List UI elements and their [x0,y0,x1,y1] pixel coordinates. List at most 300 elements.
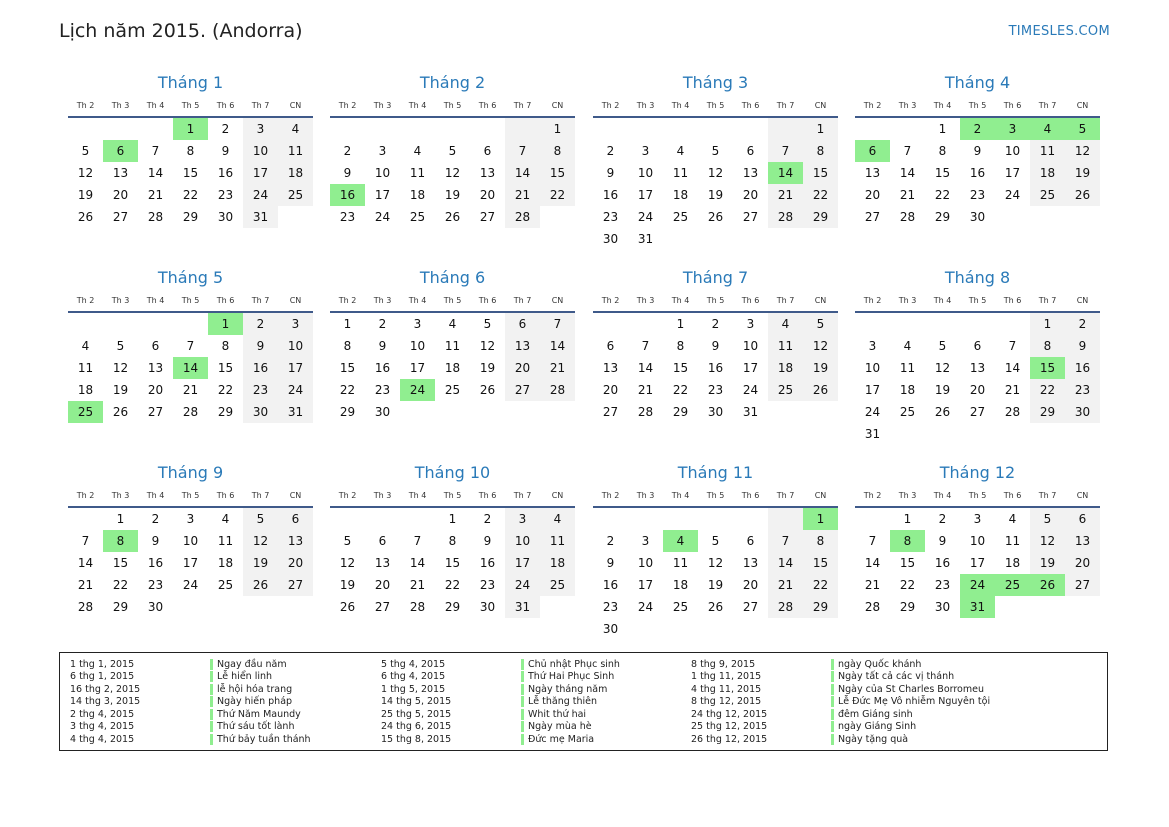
day-cell: 7 [768,530,803,552]
holiday-name: Whit thứ hai [521,709,586,720]
day-cell: 6 [1065,508,1100,530]
day-cell: 13 [742,556,759,570]
day-cell: 8 [103,530,138,552]
day-cell: 12 [707,166,724,180]
day-cell: 2 [606,144,615,158]
day-cell: 23 [243,379,278,401]
weekday-header [330,98,575,118]
day-cell: 28 [182,405,199,419]
legend-row [70,658,311,671]
empty-cell [890,313,925,335]
empty-cell [103,118,138,140]
day-cell: 15 [899,556,916,570]
day-cell: 14 [77,556,94,570]
empty-cell [628,118,663,140]
weekday-label: CN [551,491,564,500]
day-cell: 13 [505,335,540,357]
empty-cell [628,313,663,335]
weekday-label: Th 7 [776,491,795,500]
day-cell: 21 [77,578,94,592]
weekday-label: Th 3 [636,296,655,305]
holiday-date: 14 thg 3, 2015 [70,696,141,708]
weekday-header [330,488,575,508]
day-cell: 6 [103,140,138,162]
empty-cell [435,118,470,140]
day-cell: 19 [243,552,278,574]
empty-cell [698,118,733,140]
day-cell: 15 [112,556,129,570]
weekday-label: CN [814,491,827,500]
day-cell: 26 [803,379,838,401]
day-cell: 7 [868,534,877,548]
day-cell: 28 [505,206,540,228]
day-cell: 24 [637,210,654,224]
empty-cell [1030,423,1065,445]
day-cell: 30 [217,210,234,224]
day-cell: 19 [444,188,461,202]
day-cell: 1 [343,317,352,331]
empty-cell [68,508,103,530]
day-cell: 13 [1065,530,1100,552]
day-cell: 24 [374,210,391,224]
empty-cell [855,508,890,530]
weekday-header [330,293,575,313]
weekday-label: CN [1076,296,1089,305]
day-cell: 29 [112,600,129,614]
empty-cell [855,118,890,140]
legend-row [381,721,620,734]
legend-column [691,658,990,746]
weekday-label: Th 7 [251,296,270,305]
empty-cell [68,313,103,335]
day-cell: 18 [540,552,575,574]
weekday-label: Th 6 [216,101,235,110]
holiday-date: 25 thg 5, 2015 [381,708,452,720]
month-title: Tháng 10 [414,463,491,482]
day-cell: 20 [864,188,881,202]
month-title: Tháng 12 [939,463,1016,482]
day-grid [593,313,838,423]
day-cell: 11 [278,140,313,162]
weekday-header [68,488,313,508]
day-cell: 18 [672,188,689,202]
day-grid [68,313,313,423]
day-cell: 10 [409,339,426,353]
day-cell: 24 [960,574,995,596]
day-grid [68,118,313,228]
day-cell: 20 [278,552,313,574]
day-cell: 23 [147,578,164,592]
day-cell: 2 [378,317,387,331]
day-cell: 6 [278,508,313,530]
day-cell: 15 [672,361,689,375]
day-cell: 13 [374,556,391,570]
day-cell: 19 [707,188,724,202]
day-cell: 1 [1030,313,1065,335]
day-cell: 28 [768,206,803,228]
empty-cell [365,118,400,140]
weekday-label: Th 6 [741,491,760,500]
empty-cell [803,618,838,640]
day-cell: 4 [676,144,685,158]
day-cell: 17 [1004,166,1021,180]
day-cell: 26 [444,210,461,224]
day-cell: 26 [243,574,278,596]
day-cell: 19 [1065,162,1100,184]
holiday-date: 3 thg 4, 2015 [70,721,135,733]
day-cell: 18 [672,578,689,592]
holiday-name: Ngày của St Charles Borromeu [831,684,984,695]
day-cell: 12 [77,166,94,180]
holiday-name: Thứ Hai Phục Sinh [521,671,614,682]
day-cell: 22 [540,184,575,206]
empty-cell [663,118,698,140]
day-cell: 12 [934,361,951,375]
day-cell: 2 [483,512,492,526]
day-cell: 26 [1030,574,1065,596]
day-cell: 27 [864,210,881,224]
day-cell: 15 [339,361,356,375]
month-block [855,265,1100,445]
empty-cell [663,618,698,640]
weekday-label: CN [289,296,302,305]
day-cell: 7 [505,140,540,162]
brand-link[interactable]: TIMESLES.COM [1008,24,1110,39]
day-cell: 11 [899,361,916,375]
empty-cell [540,206,575,228]
day-cell: 19 [339,578,356,592]
day-cell: 21 [182,383,199,397]
legend-row [381,683,620,696]
empty-cell [505,118,540,140]
weekday-label: Th 2 [76,296,95,305]
legend-row [70,708,311,721]
day-cell: 11 [409,166,426,180]
day-cell: 6 [606,339,615,353]
empty-cell [995,596,1030,618]
weekday-label: CN [289,101,302,110]
legend-row [691,683,990,696]
day-cell: 23 [602,600,619,614]
day-cell: 28 [899,210,916,224]
day-cell: 28 [540,379,575,401]
holiday-name: Thứ Năm Maundy [210,709,301,720]
day-cell: 15 [217,361,234,375]
weekday-label: Th 4 [146,296,165,305]
empty-cell [803,228,838,250]
day-cell: 14 [768,162,803,184]
day-cell: 21 [540,357,575,379]
day-cell: 19 [479,361,496,375]
day-grid [593,508,838,640]
empty-cell [278,596,313,618]
day-cell: 14 [1004,361,1021,375]
weekday-label: Th 7 [1038,491,1057,500]
day-cell: 18 [278,162,313,184]
day-cell: 23 [374,383,391,397]
empty-cell [243,596,278,618]
day-cell: 14 [173,357,208,379]
day-cell: 20 [742,578,759,592]
legend-row [70,721,311,734]
day-cell: 1 [448,512,457,526]
day-cell: 25 [672,600,689,614]
day-cell: 2 [606,534,615,548]
day-cell: 26 [479,383,496,397]
day-cell: 16 [969,166,986,180]
empty-cell [663,228,698,250]
day-cell: 3 [505,508,540,530]
empty-cell [960,423,995,445]
weekday-label: Th 5 [968,101,987,110]
day-cell: 21 [899,188,916,202]
day-cell: 18 [1030,162,1065,184]
day-cell: 11 [672,166,689,180]
day-cell: 1 [938,122,947,136]
day-cell: 23 [339,210,356,224]
day-cell: 23 [969,188,986,202]
day-cell: 18 [768,357,803,379]
day-cell: 4 [81,339,90,353]
day-cell: 14 [540,335,575,357]
empty-cell [278,206,313,228]
day-cell: 19 [803,357,838,379]
empty-cell [68,118,103,140]
day-cell: 22 [934,188,951,202]
weekday-label: Th 2 [601,491,620,500]
legend-column [70,658,311,746]
day-cell: 17 [505,552,540,574]
day-cell: 4 [1030,118,1065,140]
day-cell: 16 [602,578,619,592]
day-cell: 31 [505,596,540,618]
day-cell: 2 [1065,313,1100,335]
day-cell: 16 [479,556,496,570]
day-cell: 1 [676,317,685,331]
weekday-label: CN [551,296,564,305]
empty-cell [890,423,925,445]
holiday-date: 14 thg 5, 2015 [381,696,452,708]
day-cell: 24 [864,405,881,419]
empty-cell [505,401,540,423]
day-cell: 16 [217,166,234,180]
day-cell: 20 [1065,552,1100,574]
holiday-name: Thứ sáu tốt lành [210,721,294,732]
weekday-label: Th 7 [513,101,532,110]
day-cell: 2 [151,512,160,526]
day-cell: 31 [960,596,995,618]
legend-row [691,733,990,746]
day-cell: 5 [711,534,720,548]
day-cell: 5 [1030,508,1065,530]
holiday-name: Ngay đầu năm [210,659,287,670]
legend-row [381,671,620,684]
empty-cell [365,508,400,530]
day-cell: 13 [864,166,881,180]
weekday-label: Th 3 [111,491,130,500]
day-cell: 3 [186,512,195,526]
holiday-date: 26 thg 12, 2015 [691,733,768,745]
day-cell: 3 [868,339,877,353]
holiday-date: 6 thg 4, 2015 [381,671,446,683]
month-title: Tháng 2 [419,73,486,92]
day-cell: 17 [374,188,391,202]
holiday-date: 16 thg 2, 2015 [70,683,141,695]
day-cell: 10 [969,534,986,548]
weekday-label: Th 3 [373,296,392,305]
weekday-header [855,293,1100,313]
weekday-label: CN [551,101,564,110]
day-cell: 16 [147,556,164,570]
day-cell: 26 [707,210,724,224]
month-title: Tháng 3 [682,73,749,92]
day-cell: 8 [540,140,575,162]
weekday-label: Th 4 [933,101,952,110]
empty-cell [995,206,1030,228]
day-cell: 21 [637,383,654,397]
empty-cell [540,401,575,423]
legend-column [381,658,620,746]
day-cell: 20 [969,383,986,397]
day-cell: 20 [742,188,759,202]
day-cell: 12 [243,530,278,552]
day-cell: 23 [479,578,496,592]
holiday-date: 1 thg 5, 2015 [381,683,446,695]
day-cell: 30 [479,600,496,614]
holiday-name: Chủ nhật Phục sinh [521,659,620,670]
weekday-label: Th 7 [776,101,795,110]
day-cell: 4 [540,508,575,530]
day-cell: 6 [746,144,755,158]
day-cell: 15 [444,556,461,570]
day-grid [68,508,313,618]
day-cell: 20 [602,383,619,397]
day-cell: 29 [217,405,234,419]
weekday-label: Th 2 [601,296,620,305]
day-cell: 29 [899,600,916,614]
day-cell: 31 [742,405,759,419]
day-cell: 24 [1004,188,1021,202]
day-cell: 9 [606,166,615,180]
day-cell: 20 [374,578,391,592]
empty-cell [698,228,733,250]
day-cell: 8 [448,534,457,548]
day-cell: 24 [637,600,654,614]
day-cell: 15 [182,166,199,180]
legend-row [691,696,990,709]
holiday-date: 4 thg 4, 2015 [70,733,135,745]
empty-cell [400,401,435,423]
day-cell: 2 [960,118,995,140]
day-cell: 3 [378,144,387,158]
day-cell: 19 [1030,552,1065,574]
weekday-label: CN [289,491,302,500]
day-cell: 18 [409,188,426,202]
day-cell: 30 [374,405,391,419]
day-cell: 30 [707,405,724,419]
weekday-label: Th 3 [636,491,655,500]
month-block [68,460,313,618]
day-cell: 29 [1030,401,1065,423]
weekday-label: Th 5 [968,296,987,305]
empty-cell [330,118,365,140]
weekday-header [68,293,313,313]
empty-cell [768,228,803,250]
day-cell: 10 [374,166,391,180]
month-title: Tháng 8 [944,268,1011,287]
day-cell: 22 [899,578,916,592]
day-cell: 17 [969,556,986,570]
day-cell: 19 [707,578,724,592]
weekday-header [855,488,1100,508]
day-cell: 26 [707,600,724,614]
day-cell: 29 [444,600,461,614]
day-cell: 15 [1030,357,1065,379]
day-cell: 25 [1030,184,1065,206]
day-cell: 5 [116,339,125,353]
holiday-name: Lễ Đức Mẹ Vô nhiễm Nguyên tội [831,696,990,707]
day-cell: 18 [217,556,234,570]
day-cell: 1 [540,118,575,140]
day-cell: 7 [413,534,422,548]
weekday-label: Th 2 [76,491,95,500]
day-cell: 18 [444,361,461,375]
day-cell: 5 [1065,118,1100,140]
month-block [855,460,1100,618]
day-cell: 12 [803,335,838,357]
weekday-label: Th 6 [741,101,760,110]
weekday-label: Th 5 [443,296,462,305]
weekday-label: Th 3 [373,101,392,110]
day-cell: 5 [448,144,457,158]
day-cell: 2 [938,512,947,526]
empty-cell [330,508,365,530]
day-cell: 15 [540,162,575,184]
empty-cell [855,313,890,335]
day-cell: 18 [1004,556,1021,570]
weekday-label: Th 5 [443,491,462,500]
day-cell: 4 [768,313,803,335]
empty-cell [1065,206,1100,228]
day-cell: 3 [641,534,650,548]
day-cell: 21 [768,184,803,206]
weekday-label: Th 2 [338,296,357,305]
weekday-label: Th 4 [933,296,952,305]
day-cell: 21 [147,188,164,202]
day-cell: 3 [413,317,422,331]
day-cell: 25 [899,405,916,419]
day-cell: 12 [707,556,724,570]
day-cell: 27 [602,405,619,419]
day-cell: 31 [864,427,881,441]
day-cell: 6 [378,534,387,548]
weekday-header [68,98,313,118]
empty-cell [768,508,803,530]
day-grid [855,313,1100,445]
day-cell: 18 [77,383,94,397]
empty-cell [960,313,995,335]
day-cell: 22 [217,383,234,397]
empty-cell [470,118,505,140]
day-cell: 17 [182,556,199,570]
month-block [593,460,838,640]
day-cell: 13 [147,361,164,375]
day-cell: 7 [768,140,803,162]
day-cell: 25 [217,578,234,592]
page-title: Lịch năm 2015. (Andorra) [59,20,303,42]
day-cell: 19 [112,383,129,397]
holiday-date: 1 thg 1, 2015 [70,658,135,670]
